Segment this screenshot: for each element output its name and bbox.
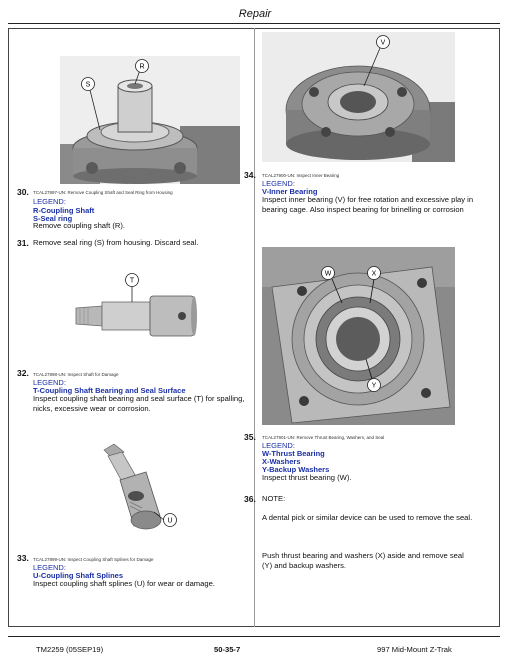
step-33-legend-header: LEGEND: [33,563,66,572]
callout-r: R [139,63,145,71]
coupling-shaft-housing-illustration [60,56,240,184]
callout-y: Y [371,382,377,390]
step-33-number: 33. [17,553,29,563]
callout-x: X [371,270,377,278]
figure-inner-bearing [262,32,455,162]
step-31-text: Remove seal ring (S) from housing. Discard seal. [33,238,199,247]
step-30-legend-item: R-Coupling Shaft [33,206,95,215]
header-rule [8,23,500,24]
step-36-text: Push thrust bearing and washers (X) aside and remove seal (Y) and backup washers. [262,551,464,570]
step-30-caption: TCAL27897-UN: Remove Coupling Shaft and Seal Ring from Housing [33,190,173,195]
footer-document-id: TM2259 (05SEP19) [36,645,104,654]
step-33-caption: TCAL27899-UN: Inspect Coupling Shaft Splines for Damage [33,557,154,562]
footer-rule [8,636,500,637]
step-30-text: Remove coupling shaft (R). [33,221,126,230]
callout-s: S [85,81,91,89]
step-35-legend-item: W-Thrust Bearing [262,449,325,458]
callout-t: T [129,277,135,285]
step-34-legend-header: LEGEND: [262,179,295,188]
step-36-number: 36. [244,494,256,504]
step-32-number: 32. [17,368,29,378]
step-35-number: 35. [244,432,256,442]
step-34-caption: TCAL27900-UN: Inspect Inner Bearing [262,173,340,178]
inner-bearing-illustration [262,32,455,162]
column-divider [254,28,255,627]
step-34-legend-item: V-Inner Bearing [262,187,318,196]
step-35-legend-header: LEGEND: [262,441,295,450]
callout-v: V [380,39,386,47]
step-35-text: Inspect thrust bearing (W). [262,473,352,482]
figure-coupling-shaft [62,272,212,350]
footer-page-number: 50-35-7 [214,645,241,654]
step-32-legend-header: LEGEND: [33,378,66,387]
step-34-number: 34. [244,170,256,180]
step-30-legend-item: S-Seal ring [33,214,73,223]
step-35-legend-item: X-Washers [262,457,301,466]
callout-w: W [324,270,332,278]
step-30-number: 30. [17,187,29,197]
step-32-caption: TCAL27898-UN: Inspect Shaft for Damage [33,372,119,377]
figure-coupling-shaft-splines [90,438,190,538]
step-35-legend-item: Y-Backup Washers [262,465,330,474]
callout-u: U [167,517,173,525]
step-33-legend-item: U-Coupling Shaft Splines [33,571,123,580]
figure-thrust-bearing [262,247,455,425]
step-36-note-text: A dental pick or similar device can be used to remove the seal. [262,513,473,522]
step-31-number: 31. [17,238,29,248]
step-35-caption: TCAL27901-UN: Remove Thrust Bearing, Washers, and Seal [262,435,385,440]
footer-model-name: 997 Mid-Mount Z-Trak [377,645,452,654]
step-36-note-label: NOTE: [262,494,286,503]
figure-coupling-shaft-housing [60,56,240,184]
coupling-shaft-splines-illustration [90,438,190,538]
coupling-shaft-illustration [62,272,212,350]
step-34-text: Inspect inner bearing (V) for free rotation and excessive play in bearing cage. Also inspect bearing for brinelling or corrosion [262,195,474,214]
step-33-text: Inspect coupling shaft splines (U) for wear or damage. [33,579,215,588]
thrust-bearing-illustration [262,247,455,425]
step-30-legend-header: LEGEND: [33,197,66,206]
page-header-title: Repair [238,8,272,20]
step-32-legend-item: T-Coupling Shaft Bearing and Seal Surface [33,386,186,395]
step-32-text: Inspect coupling shaft bearing and seal surface (T) for spalling, nicks, excessive wear or corrosion. [33,394,245,413]
